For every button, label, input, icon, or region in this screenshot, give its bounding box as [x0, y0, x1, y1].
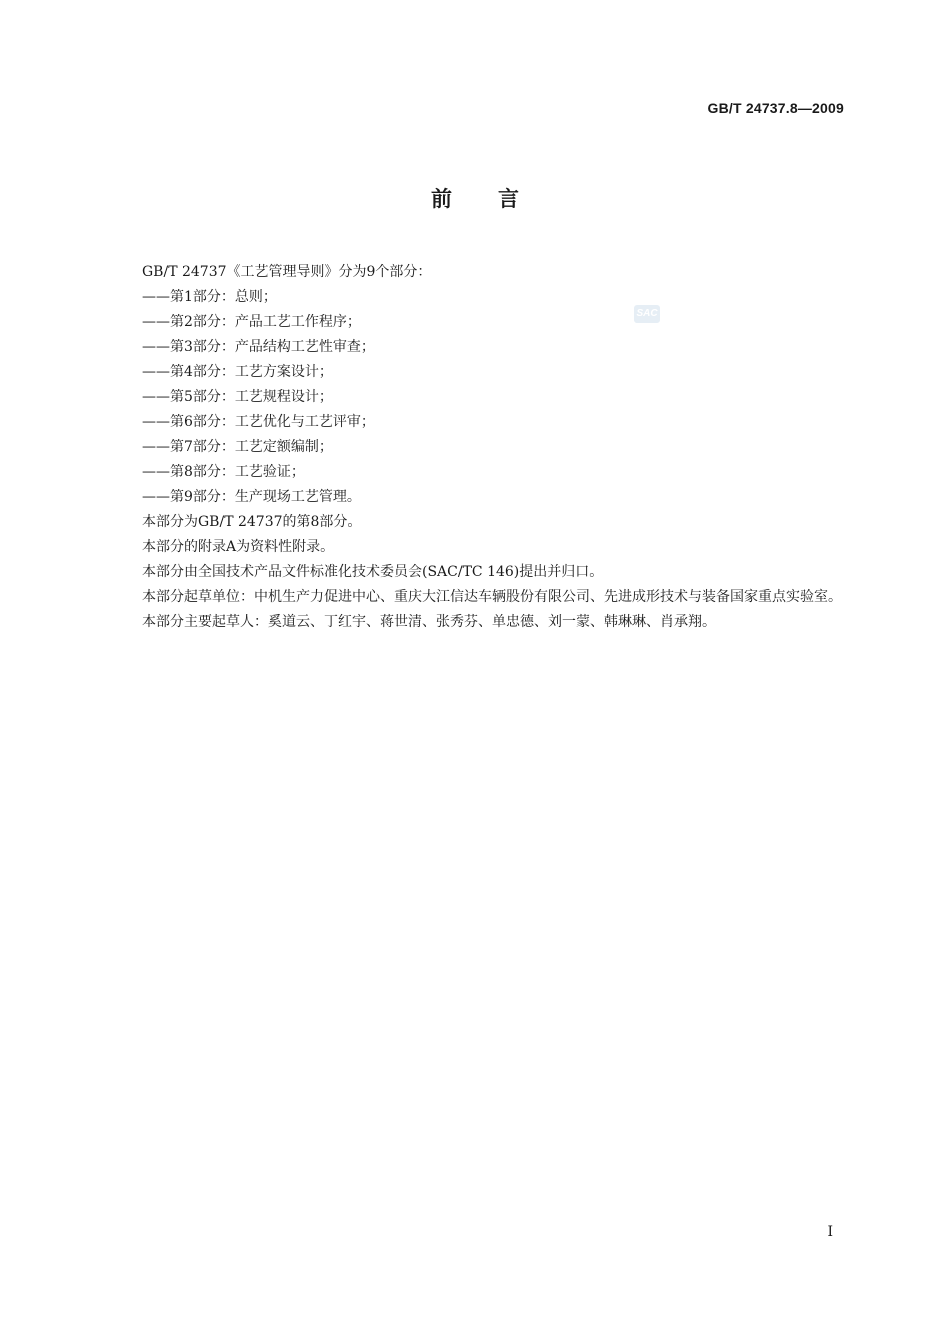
list-item: ——第6部分：工艺优化与工艺评审； — [142, 414, 375, 430]
paragraph: 本部分主要起草人：奚道云、丁红宇、蒋世清、张秀芬、单忠德、刘一蒙、韩琳琳、肖承翔。 — [142, 614, 716, 630]
paragraph: 本部分的附录A为资料性附录。 — [142, 539, 335, 555]
foreword-body — [108, 260, 843, 635]
parts-list — [108, 285, 843, 510]
page-title: 前言 — [431, 187, 565, 211]
paragraph: 本部分起草单位：中机生产力促进中心、重庆大江信达车辆股份有限公司、先进成形技术与装备国家重点实验室。 — [142, 589, 842, 605]
paragraph: 本部分由全国技术产品文件标准化技术委员会(SAC/TC 146)提出并归口。 — [142, 564, 604, 580]
list-item: ——第3部分：产品结构工艺性审查； — [142, 339, 375, 355]
list-item: ——第8部分：工艺验证； — [142, 464, 305, 480]
standard-code: GB/T 24737.8—2009 — [707, 100, 844, 116]
list-item: ——第2部分：产品工艺工作程序； — [142, 314, 361, 330]
sac-watermark-logo: SAC — [634, 305, 660, 323]
list-item: ——第7部分：工艺定额编制； — [142, 439, 333, 455]
list-item: ——第5部分：工艺规程设计； — [142, 389, 333, 405]
list-item: ——第1部分：总则； — [142, 289, 277, 305]
page-number: I — [827, 1224, 833, 1240]
list-item: ——第9部分：生产现场工艺管理。 — [142, 489, 361, 505]
intro-paragraph: GB/T 24737《工艺管理导则》分为9个部分： — [142, 264, 432, 280]
list-item: ——第4部分：工艺方案设计； — [142, 364, 333, 380]
paragraph: 本部分为GB/T 24737的第8部分。 — [142, 514, 362, 530]
